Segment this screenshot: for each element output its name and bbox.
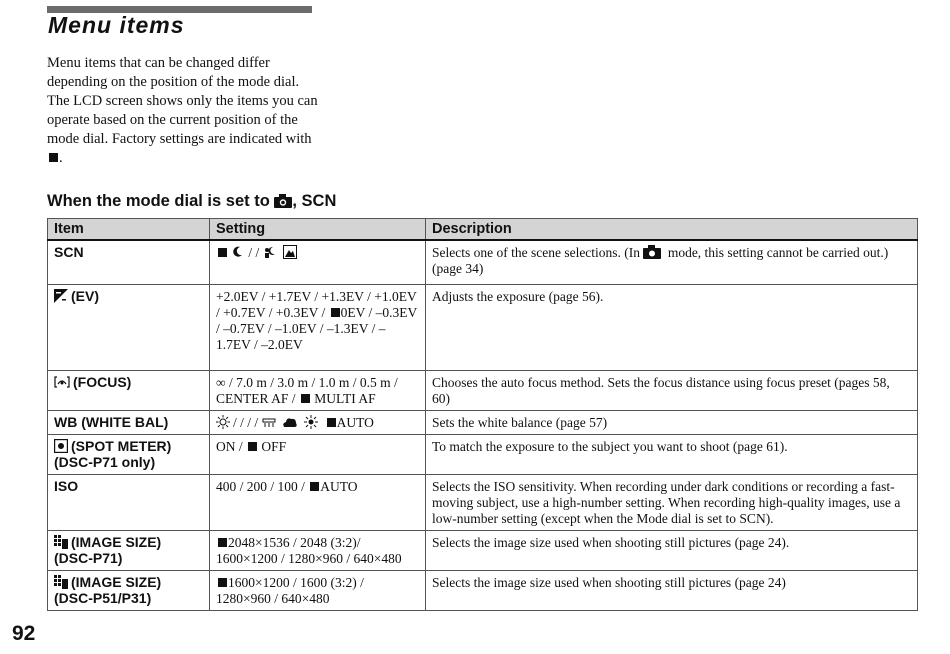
default-marker-icon xyxy=(301,394,310,403)
setting-cell: +2.0EV / +1.7EV / +1.3EV / +1.0EV / +0.7EV / +0.3EV / 0EV / –0.3EV / –0.7EV / –1.0EV / –1.3EV / –1.7EV / –2.0EV xyxy=(210,284,426,370)
description-cell: Selects the image size used when shooting still pictures (page 24). xyxy=(426,530,918,570)
item-cell: SCN xyxy=(48,240,210,284)
table-row xyxy=(48,240,918,284)
incandescent-icon xyxy=(304,415,318,429)
item-cell: ISO xyxy=(48,474,210,530)
default-marker-icon xyxy=(218,248,227,257)
setting-cell: ON / OFF xyxy=(210,434,426,474)
default-marker-icon xyxy=(218,538,227,547)
setting-cell: / / xyxy=(210,240,426,284)
table-row xyxy=(48,570,918,610)
focus-icon xyxy=(54,375,70,389)
table-row xyxy=(48,530,918,570)
header-item: Item xyxy=(48,219,210,241)
description-cell: Selects one of the scene selections. (In mode, this setting cannot be carried out.) (page 34) xyxy=(426,240,918,284)
item-cell: (EV) xyxy=(48,284,210,370)
image-size-icon xyxy=(54,535,68,549)
menu-items-table xyxy=(47,218,918,611)
item-cell: (IMAGE SIZE) (DSC-P51/P31) xyxy=(48,570,210,610)
header-setting: Setting xyxy=(210,219,426,241)
description-cell: To match the exposure to the subject you want to shoot (page 61). xyxy=(426,434,918,474)
twilight-portrait-icon xyxy=(263,245,277,259)
image-size-icon xyxy=(54,575,68,589)
default-marker-icon xyxy=(248,442,257,451)
item-cell: (IMAGE SIZE) (DSC-P71) xyxy=(48,530,210,570)
twilight-mode-icon xyxy=(231,245,245,259)
description-cell: Selects the image size used when shooting still pictures (page 24) xyxy=(426,570,918,610)
table-row xyxy=(48,474,918,530)
page-number: 92 xyxy=(12,622,36,645)
exposure-icon xyxy=(54,289,68,303)
camera-icon xyxy=(643,245,661,259)
item-cell: (FOCUS) xyxy=(48,370,210,410)
daylight-icon xyxy=(216,415,230,429)
table-header-row xyxy=(48,219,918,241)
table-row xyxy=(48,370,918,410)
description-cell: Selects the ISO sensitivity. When recording under dark conditions or recording a fast-moving subject, use a high-number setting. When recording high-quality images, use a low-number setting (except when the Mode dial is set to SCN). xyxy=(426,474,918,530)
setting-cell: / / / / AUTO xyxy=(210,410,426,434)
header-description: Description xyxy=(426,219,918,241)
intro-paragraph: Menu items that can be changed differ depending on the position of the mode dial. The LCD screen shows only the items you can operate based on the current position of the mode dial. Factory settings are indicated with . xyxy=(47,55,318,166)
description-cell: Adjusts the exposure (page 56). xyxy=(426,284,918,370)
table-row xyxy=(48,284,918,370)
cloudy-icon xyxy=(282,415,298,429)
default-marker-icon xyxy=(310,482,319,491)
setting-cell: ∞ / 7.0 m / 3.0 m / 1.0 m / 0.5 m / CENTER AF / MULTI AF xyxy=(210,370,426,410)
default-marker-icon xyxy=(331,308,340,317)
landscape-icon xyxy=(283,245,297,259)
item-cell: (SPOT METER) (DSC-P71 only) xyxy=(48,434,210,474)
spot-meter-icon xyxy=(54,439,68,453)
fluorescent-icon xyxy=(262,415,276,429)
setting-cell: 2048×1536 / 2048 (3:2)/ 1600×1200 / 1280×960 / 640×480 xyxy=(210,530,426,570)
table-subheading: When the mode dial is set to , SCN xyxy=(47,192,337,210)
page-title: Menu items xyxy=(48,12,185,38)
setting-cell: 1600×1200 / 1600 (3:2) / 1280×960 / 640×480 xyxy=(210,570,426,610)
description-cell: Sets the white balance (page 57) xyxy=(426,410,918,434)
setting-cell: 400 / 200 / 100 / AUTO xyxy=(210,474,426,530)
item-cell: WB (WHITE BAL) xyxy=(48,410,210,434)
default-marker-icon xyxy=(49,153,58,162)
camera-icon xyxy=(274,194,292,208)
table-row xyxy=(48,410,918,434)
default-marker-icon xyxy=(218,578,227,587)
default-marker-icon xyxy=(327,418,336,427)
description-cell: Chooses the auto focus method. Sets the focus distance using focus preset (pages 58, 60) xyxy=(426,370,918,410)
table-row xyxy=(48,434,918,474)
